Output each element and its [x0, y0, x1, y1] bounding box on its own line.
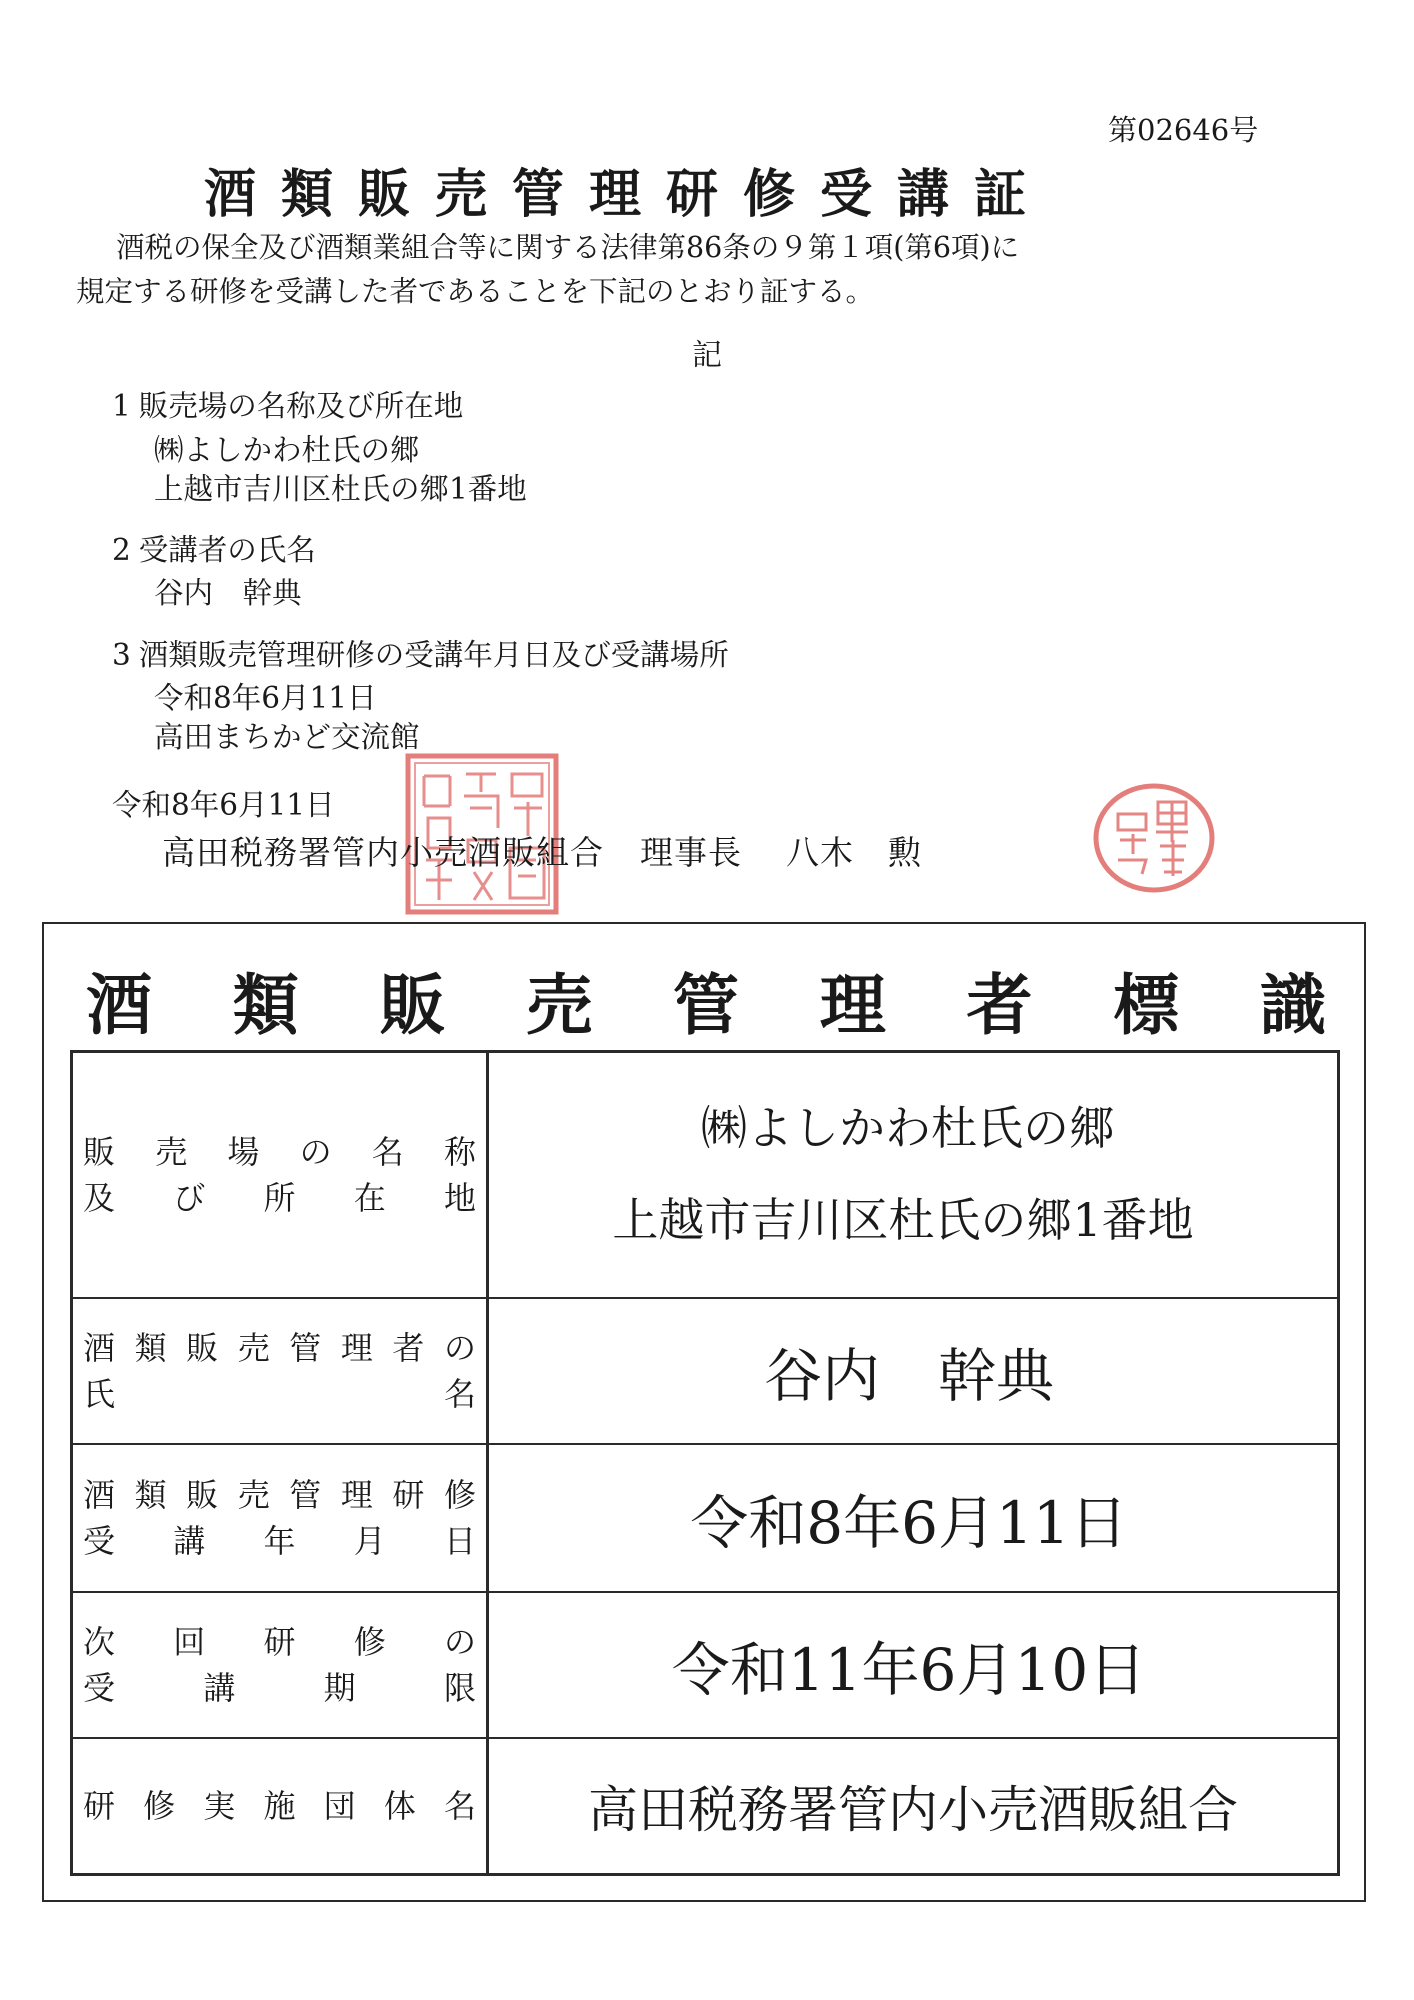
label-char: 地 [443, 1179, 476, 1217]
row-label [73, 1445, 489, 1591]
label-char: 研 [392, 1476, 425, 1514]
row-label [73, 1299, 489, 1443]
label-char: 理 [340, 1476, 373, 1514]
item-number: 2 [112, 533, 131, 567]
row-label-line-1 [83, 1619, 476, 1665]
label-char: 売 [237, 1476, 270, 1514]
table-row [73, 1591, 1337, 1737]
sign-board [42, 922, 1366, 1902]
row-label-line-1 [83, 1129, 476, 1175]
item-1-shop-name: ㈱よしかわ杜氏の郷 [154, 433, 420, 467]
item-3-venue: 高田まちかど交流館 [154, 720, 420, 754]
label-char: 修 [443, 1476, 476, 1514]
label-char: 酒 [83, 1476, 116, 1514]
certificate-number: 第02646号 [1108, 113, 1259, 147]
row-label-line-2 [83, 1175, 476, 1221]
sign-title-char: 酒 [86, 966, 152, 1044]
label-char: 講 [173, 1522, 206, 1560]
label-char-end: 名 [443, 1375, 476, 1413]
item-1-address: 上越市吉川区杜氏の郷1番地 [154, 472, 527, 506]
issue-date: 令和8年6月11日 [112, 788, 335, 822]
item-1-title [112, 383, 463, 425]
sign-title-char: 販 [379, 966, 446, 1044]
label-char: 修 [353, 1623, 386, 1661]
issuer-organization: 高田税務署管内小売酒販組合 [162, 833, 604, 872]
shop-address-value: 上越市吉川区杜氏の郷1番地 [612, 1193, 1194, 1247]
sign-title-char: 識 [1260, 966, 1326, 1044]
intro-line-2: 規定する研修を受講した者であることを下記のとおり証する。 [76, 275, 875, 308]
item-label: 酒類販売管理研修の受講年月日及び受講場所 [138, 638, 729, 672]
sign-title-char: 標 [1113, 966, 1180, 1044]
label-char: 名 [371, 1133, 404, 1171]
label-char: 年 [263, 1522, 296, 1560]
training-date-value: 令和8年6月11日 [690, 1489, 1128, 1557]
item-label: 受講者の氏名 [138, 533, 316, 567]
next-deadline-value: 令和11年6月10日 [671, 1636, 1147, 1704]
label-char: の [299, 1133, 332, 1171]
row-label-line-1 [83, 1472, 476, 1518]
label-char: 者 [392, 1329, 425, 1367]
row-value [489, 1299, 1337, 1443]
sign-title-char: 売 [526, 966, 593, 1044]
label-char: 販 [186, 1329, 219, 1367]
row-label-line-2 [83, 1665, 476, 1711]
label-char: 修 [143, 1787, 176, 1825]
item-2-title [112, 527, 316, 569]
table-row [73, 1053, 1337, 1297]
label-char: 施 [263, 1787, 296, 1825]
item-label: 販売場の名称及び所在地 [138, 389, 464, 423]
label-char: 所 [263, 1179, 296, 1217]
sign-title-char: 管 [673, 966, 739, 1044]
label-char: 受 [83, 1522, 116, 1560]
label-char: 限 [443, 1669, 476, 1707]
label-char: 名 [443, 1787, 476, 1825]
label-char: 団 [323, 1787, 356, 1825]
sign-title-char: 類 [232, 966, 299, 1044]
sign-title [44, 952, 1364, 1047]
row-label-line-2 [83, 1518, 476, 1564]
row-label-line-2 [83, 1371, 476, 1417]
ki-heading: 記 [692, 338, 722, 373]
sign-title-char: 理 [819, 966, 886, 1044]
sign-title-char: 者 [966, 966, 1033, 1044]
label-char: 販 [186, 1476, 219, 1514]
row-label [73, 1739, 489, 1873]
label-char: び [173, 1179, 206, 1217]
label-char: 日 [443, 1522, 476, 1560]
item-3-date: 令和8年6月11日 [154, 681, 377, 715]
table-row [73, 1737, 1337, 1873]
row-label [73, 1053, 489, 1297]
label-char: 研 [263, 1623, 296, 1661]
issuer-line [162, 827, 922, 874]
label-char: 研 [83, 1787, 116, 1825]
label-char: 売 [155, 1133, 188, 1171]
row-label [73, 1593, 489, 1737]
manager-name-value: 谷内 幹典 [763, 1342, 1054, 1410]
row-value [489, 1593, 1337, 1737]
table-row [73, 1443, 1337, 1591]
label-char: 回 [173, 1623, 206, 1661]
label-char: 酒 [83, 1329, 116, 1367]
label-char: 類 [134, 1476, 167, 1514]
label-char: 場 [227, 1133, 260, 1171]
item-3-title [112, 632, 729, 674]
label-char: の [443, 1623, 476, 1661]
issuer-name: 八木 勲 [786, 833, 922, 872]
item-number: 1 [112, 389, 131, 423]
label-char: 管 [289, 1476, 322, 1514]
label-char: 受 [83, 1669, 116, 1707]
label-char: 売 [237, 1329, 270, 1367]
row-value [489, 1445, 1337, 1591]
label-char: 月 [353, 1522, 386, 1560]
row-label-line-1 [83, 1783, 476, 1829]
item-2-person-name: 谷内 幹典 [154, 576, 302, 610]
label-char: 講 [203, 1669, 236, 1707]
row-value [489, 1053, 1337, 1297]
row-label-line-1 [83, 1325, 476, 1371]
label-char: 体 [383, 1787, 416, 1825]
label-char: 在 [353, 1179, 386, 1217]
label-char: の [443, 1329, 476, 1367]
label-char: 次 [83, 1623, 116, 1661]
row-value [489, 1739, 1337, 1873]
table-row [73, 1297, 1337, 1443]
certificate-title: 酒類販売管理研修受講証 [204, 164, 1052, 225]
label-char: 管 [289, 1329, 322, 1367]
shop-name-value: ㈱よしかわ杜氏の郷 [701, 1101, 1115, 1155]
label-char: 販 [83, 1133, 116, 1171]
certificate-intro [76, 226, 1019, 314]
item-number: 3 [112, 638, 131, 672]
chairman-seal-stamp [1090, 780, 1218, 896]
label-char: 期 [323, 1669, 356, 1707]
label-char: 理 [340, 1329, 373, 1367]
intro-line-1: 酒税の保全及び酒類業組合等に関する法律第86条の９第１項(第6項)に [116, 231, 1020, 264]
label-char-start: 氏 [83, 1375, 116, 1413]
label-char: 実 [203, 1787, 236, 1825]
label-char: 類 [134, 1329, 167, 1367]
sign-table [70, 1050, 1340, 1876]
label-char: 及 [83, 1179, 116, 1217]
organizer-value: 高田税務署管内小売酒販組合 [588, 1781, 1238, 1839]
issuer-role: 理事長 [640, 833, 742, 872]
label-char: 称 [443, 1133, 476, 1171]
